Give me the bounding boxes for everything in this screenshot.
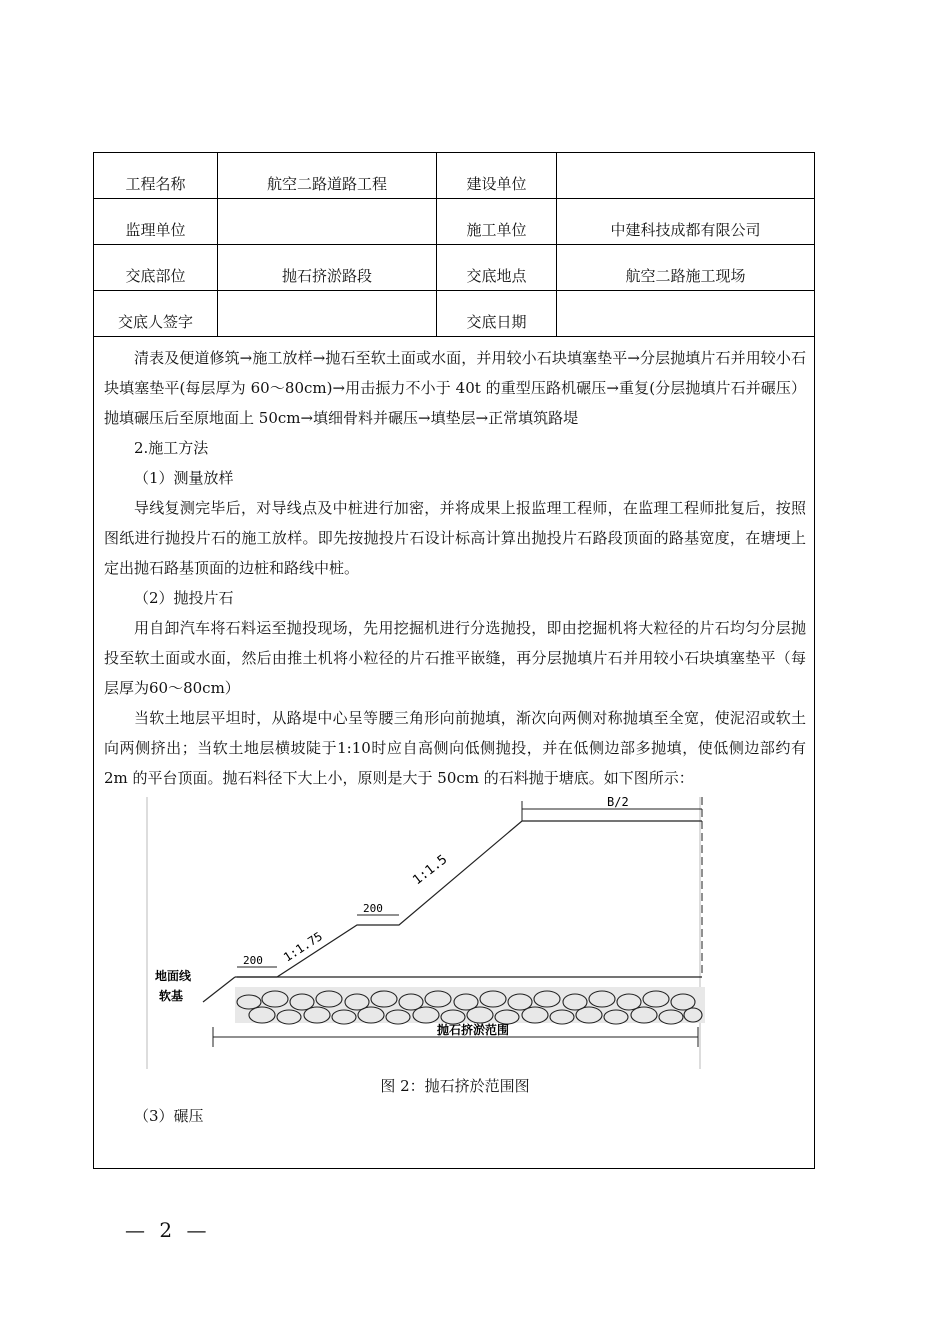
header-cell: 工程名称 [94, 153, 218, 198]
label-slope-1-1-75: 1:1.75 [281, 929, 325, 965]
embankment-profile-line [237, 821, 702, 977]
header-cell: 交底日期 [437, 291, 557, 336]
heading-survey-layout: （1）测量放样 [134, 469, 234, 487]
header-row [94, 153, 814, 199]
header-cell: 航空二路道路工程 [218, 153, 437, 198]
header-cell: 交底地点 [437, 245, 557, 290]
header-row [94, 291, 814, 337]
header-cell [557, 291, 814, 336]
header-row [94, 245, 814, 291]
header-cell [218, 291, 437, 336]
header-row [94, 199, 814, 245]
heading-construction-method: 2.施工方法 [134, 439, 209, 457]
header-cell [557, 153, 814, 198]
disclosure-sheet [93, 152, 815, 1169]
paragraph-rock-throwing: 用自卸汽车将石料运至抛投现场，先用挖掘机进行分选抛投，即由挖掘机将大粒径的片石均匀分层抛投至软土面或水面，然后由推土机将小粒径的片石推平嵌缝，再分层抛填片石并用较小石块填塞垫平（每层厚为60～80cm） [104, 619, 806, 697]
label-200-top: 200 [363, 902, 383, 915]
label-200-bottom: 200 [243, 954, 263, 967]
label-slope-1-1-5: 1:1.5 [410, 852, 451, 889]
header-cell: 施工单位 [437, 199, 557, 244]
label-b2: B/2 [607, 797, 629, 809]
header-cell: 交底人签字 [94, 291, 218, 336]
rock-fill-layer [235, 987, 705, 1023]
header-cell: 建设单位 [437, 153, 557, 198]
label-soft-base: 软基 [159, 989, 184, 1003]
content-area [94, 337, 814, 1131]
header-cell: 航空二路施工现场 [625, 267, 746, 285]
header-cell: 交底部位 [94, 245, 218, 290]
page-number: — 2 — [125, 1218, 211, 1242]
header-cell: 抛石挤淤路段 [218, 245, 437, 290]
paragraph-soft-soil: 当软土地层平坦时，从路堤中心呈等腰三角形向前抛填，渐次向两侧对称抛填至全宽，使泥沼或软土向两侧挤出；当软土地层横坡陡于1:10时应自高侧向低侧抛投，并在低侧边部多抛填，使低侧边部约有 2m 的平台顶面。抛石料径下大上小，原则是大于 50cm 的石料抛于塘底。如下图所示： [104, 709, 806, 787]
rock-fill-diagram [137, 797, 727, 1069]
heading-rock-throwing: （2）抛投片石 [134, 589, 234, 607]
fill-toe-slope [203, 977, 235, 1002]
heading-compaction: （3）碾压 [134, 1107, 204, 1125]
paragraph-process-flow: 清表及便道修筑→施工放样→抛石至软土面或水面，并用较小石块填塞垫平→分层抛填片石并用较小石块填塞垫平(每层厚为 60～80cm)→用击振力不小于 40t 的重型压路机碾压→重复(分层抛填片石并碾压）抛填碾压后至原地面上 50cm→填细骨料并碾压→填垫层→正常填筑路堤 [104, 349, 806, 427]
header-cell [218, 199, 437, 244]
paragraph-survey: 导线复测完毕后，对导线点及中桩进行加密，并将成果上报监理工程师，在监理工程师批复后，按照图纸进行抛投片石的施工放样。即先按抛投片石设计标高计算出抛投片石路段顶面的路基宽度，在塘埂上定出抛石路基顶面的边桩和路线中桩。 [104, 499, 806, 577]
diagram-svg [137, 797, 727, 1069]
label-rock-range: 抛石挤淤范围 [437, 1023, 510, 1037]
figure-caption: 图 2：抛石挤於范围图 [380, 1077, 530, 1095]
header-cell: 中建科技成都有限公司 [610, 221, 761, 239]
header-cell: 监理单位 [94, 199, 218, 244]
label-ground-line: 地面线 [155, 969, 192, 983]
